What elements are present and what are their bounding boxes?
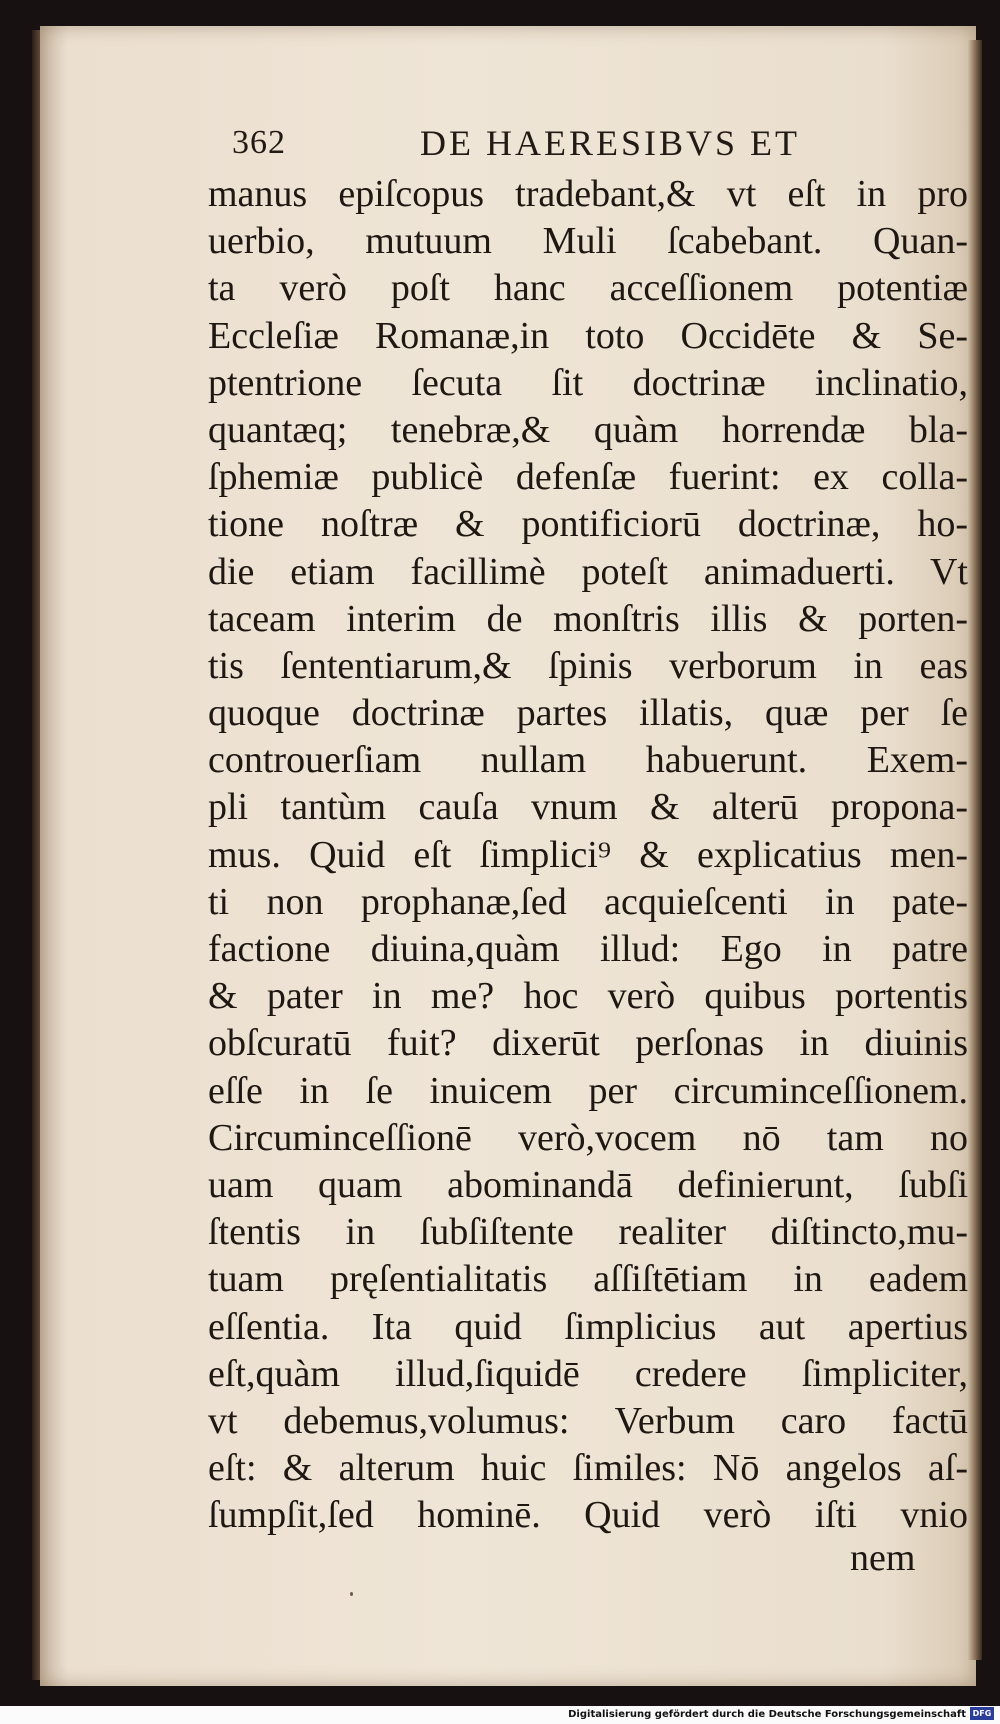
text-line: eſt: & alterum huic ſimiles: Nō angelos aſ- bbox=[208, 1447, 968, 1490]
text-line: taceam interim de monſtris illis & porten- bbox=[208, 597, 968, 640]
text-line: tuam pręſentialitatis aſſiſtētiam in eadem bbox=[208, 1258, 968, 1301]
text-line: uerbio, mutuum Muli ſcabebant. Quan- bbox=[208, 220, 968, 263]
page-number: 362 bbox=[232, 124, 286, 161]
text-line: ptentrione ſecuta ſit doctrinæ inclinatio, bbox=[208, 361, 968, 404]
text-line: eſſentia. Ita quid ſimplicius aut apertius bbox=[208, 1305, 968, 1348]
ink-speck bbox=[350, 1592, 353, 1596]
text-line: quantæq; tenebræ,& quàm horrendæ bla- bbox=[208, 408, 968, 451]
text-line: vt debemus,volumus: Verbum caro factū bbox=[208, 1399, 968, 1442]
body-text bbox=[208, 171, 968, 1539]
text-line: manus epiſcopus tradebant,& vt eſt in pro bbox=[208, 173, 968, 215]
text-line: tis ſententiarum,& ſpinis verborum in eas bbox=[208, 644, 968, 687]
digitization-credit: Digitalisierung gefördert durch die Deutsche Forschungsgemeinschaft bbox=[568, 1709, 966, 1720]
text-line: mus. Quid eſt ſimplici⁹ & explicatius men- bbox=[208, 833, 968, 876]
catchword: nem bbox=[850, 1537, 916, 1579]
text-line: eſt,quàm illud,ſiquidē credere ſimpliciter, bbox=[208, 1352, 968, 1395]
text-line: die etiam facillimè poteſt animaduerti. Vt bbox=[208, 550, 968, 593]
text-line: controuerſiam nullam habuerunt. Exem- bbox=[208, 739, 968, 782]
text-line: ta verò poſt hanc acceſſionem potentiæ bbox=[208, 267, 968, 310]
page-header bbox=[40, 124, 976, 164]
running-head: DE HAERESIBVS ET bbox=[420, 123, 800, 163]
text-line: obſcuratū fuit? dixerūt perſonas in diuinis bbox=[208, 1022, 968, 1065]
text-line: ti non prophanæ,ſed acquieſcenti in pate- bbox=[208, 880, 968, 923]
text-line: ſphemiæ publicè defenſæ fuerint: ex colla- bbox=[208, 456, 968, 499]
text-line: pli tantùm cauſa vnum & alterū propona- bbox=[208, 786, 968, 829]
page-fore-edge bbox=[968, 40, 982, 1660]
text-line: tione noſtræ & pontificiorū doctrinæ, ho- bbox=[208, 503, 968, 546]
dfg-logo: DFG bbox=[970, 1707, 994, 1720]
text-line: Circuminceſſionē verò,vocem nō tam no bbox=[208, 1116, 968, 1159]
text-line: ſtentis in ſubſiſtente realiter diſtincto,mu- bbox=[208, 1211, 968, 1254]
text-line: eſſe in ſe inuicem per circuminceſſionem. bbox=[208, 1069, 968, 1112]
text-line: & pater in me? hoc verò quibus portentis bbox=[208, 975, 968, 1018]
text-line: ſumpſit,ſed hominē. Quid verò iſti vnio bbox=[208, 1494, 968, 1537]
book-page bbox=[40, 26, 976, 1686]
text-line: quoque doctrinæ partes illatis, quæ per ſe bbox=[208, 692, 968, 735]
text-line: factione diuina,quàm illud: Ego in patre bbox=[208, 928, 968, 970]
text-line: uam quam abominandā definierunt, ſubſi bbox=[208, 1163, 968, 1206]
text-line: Eccleſiæ Romanæ,in toto Occidēte & Se- bbox=[208, 314, 968, 357]
